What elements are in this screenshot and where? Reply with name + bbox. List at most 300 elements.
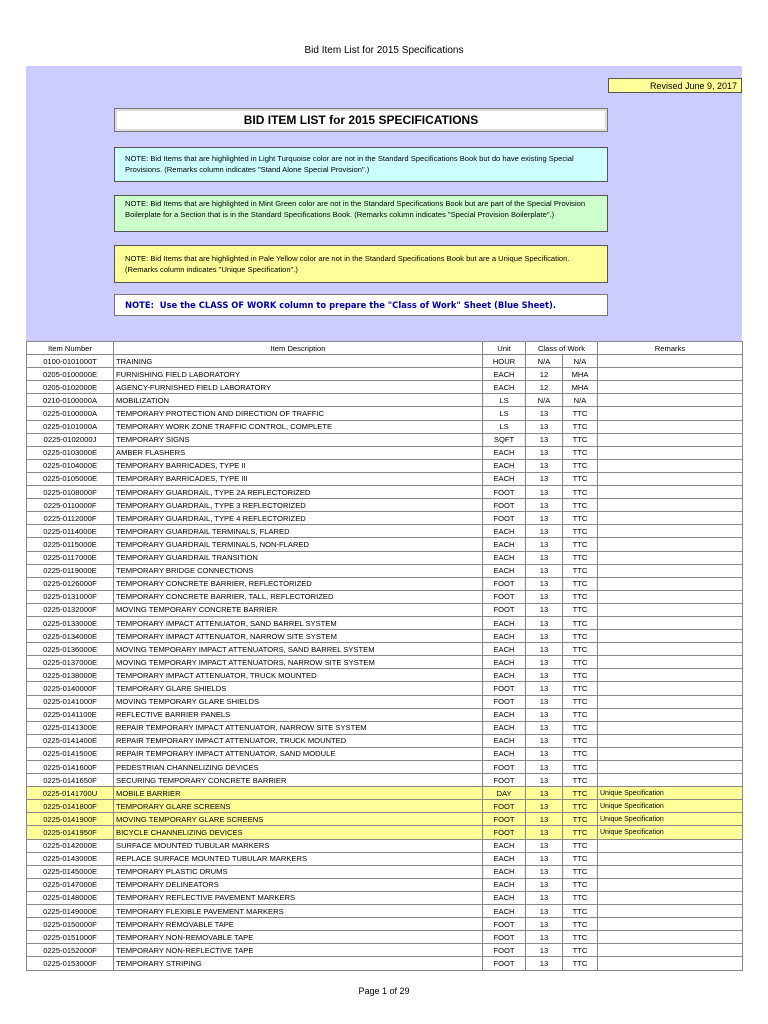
cell-item-description: TEMPORARY GUARDRAIL, TYPE 3 REFLECTORIZED <box>114 499 483 512</box>
page-header: Bid Item List for 2015 Specifications <box>304 45 464 56</box>
cell-unit: FOOT <box>483 499 526 512</box>
cell-class-code: 13 <box>526 774 563 787</box>
cell-class-code: 13 <box>526 459 563 472</box>
cell-item-number: 0225-0112000F <box>27 512 114 525</box>
cell-class-code: 13 <box>526 551 563 564</box>
table-row <box>27 486 743 499</box>
cell-item-number: 0225-0134000E <box>27 630 114 643</box>
header-remarks: Remarks <box>598 342 743 355</box>
cell-class-code: 13 <box>526 499 563 512</box>
cell-work-code: TTC <box>563 826 598 839</box>
cell-item-description: TEMPORARY PROTECTION AND DIRECTION OF TRAFFIC <box>114 407 483 420</box>
cell-unit: EACH <box>483 878 526 891</box>
cell-unit: EACH <box>483 905 526 918</box>
cell-work-code: TTC <box>563 643 598 656</box>
cell-item-number: 0225-0131000F <box>27 590 114 603</box>
cell-remarks <box>598 499 743 512</box>
cell-unit: EACH <box>483 839 526 852</box>
table-row <box>27 826 743 839</box>
table-row <box>27 630 743 643</box>
cell-class-code: 13 <box>526 852 563 865</box>
cell-remarks <box>598 656 743 669</box>
table-row <box>27 459 743 472</box>
page-number: Page 1 of 29 <box>358 986 410 996</box>
cell-remarks <box>598 525 743 538</box>
cell-item-description: TEMPORARY IMPACT ATTENUATOR, NARROW SITE SYSTEM <box>114 630 483 643</box>
header-item-description: Item Description <box>114 342 483 355</box>
cell-remarks <box>598 420 743 433</box>
cell-work-code: TTC <box>563 538 598 551</box>
table-row <box>27 682 743 695</box>
cell-class-code: 13 <box>526 656 563 669</box>
table-row <box>27 433 743 446</box>
cell-work-code: TTC <box>563 944 598 957</box>
cell-work-code: TTC <box>563 682 598 695</box>
cell-item-description: REPAIR TEMPORARY IMPACT ATTENUATOR, NARROW SITE SYSTEM <box>114 721 483 734</box>
cell-remarks <box>598 577 743 590</box>
cell-unit: EACH <box>483 643 526 656</box>
cell-remarks <box>598 734 743 747</box>
cell-item-description: TEMPORARY IMPACT ATTENUATOR, TRUCK MOUNTED <box>114 669 483 682</box>
cell-item-description: AMBER FLASHERS <box>114 446 483 459</box>
cell-class-code: 13 <box>526 878 563 891</box>
cell-work-code: TTC <box>563 734 598 747</box>
cell-item-number: 0225-0141500E <box>27 747 114 760</box>
cell-item-number: 0225-0117000E <box>27 551 114 564</box>
table-row <box>27 800 743 813</box>
table-row <box>27 905 743 918</box>
cell-item-description: TEMPORARY REFLECTIVE PAVEMENT MARKERS <box>114 891 483 904</box>
cell-unit: EACH <box>483 708 526 721</box>
cell-work-code: TTC <box>563 564 598 577</box>
cell-unit: FOOT <box>483 800 526 813</box>
cell-item-number: 0225-0136000E <box>27 643 114 656</box>
cell-remarks <box>598 721 743 734</box>
cell-work-code: TTC <box>563 433 598 446</box>
note-class-of-work <box>114 294 608 316</box>
table-row <box>27 957 743 970</box>
cell-class-code: 13 <box>526 905 563 918</box>
cell-class-code: 13 <box>526 512 563 525</box>
document-title: BID ITEM LIST for 2015 SPECIFICATIONS <box>114 108 608 132</box>
cell-unit: LS <box>483 394 526 407</box>
cell-work-code: TTC <box>563 407 598 420</box>
header-item-number: Item Number <box>27 342 114 355</box>
cell-work-code: TTC <box>563 616 598 629</box>
cell-item-description: TEMPORARY FLEXIBLE PAVEMENT MARKERS <box>114 905 483 918</box>
cell-item-number: 0225-0137000E <box>27 656 114 669</box>
table-row <box>27 944 743 957</box>
cell-class-code: 13 <box>526 800 563 813</box>
note-text: Use the CLASS OF WORK column to prepare the "Class of Work" Sheet (Blue Sheet). <box>159 300 556 310</box>
table-header-row <box>27 342 743 355</box>
cell-work-code: TTC <box>563 656 598 669</box>
cell-work-code: MHA <box>563 368 598 381</box>
cell-item-number: 0225-0100000A <box>27 407 114 420</box>
cell-item-number: 0225-0101000A <box>27 420 114 433</box>
cell-work-code: TTC <box>563 747 598 760</box>
cell-item-description: TEMPORARY STRIPING <box>114 957 483 970</box>
cell-item-number: 0225-0141950F <box>27 826 114 839</box>
cell-work-code: N/A <box>563 355 598 368</box>
cell-work-code: TTC <box>563 905 598 918</box>
cell-item-number: 0225-0149000E <box>27 905 114 918</box>
cell-class-code: 13 <box>526 721 563 734</box>
cell-item-number: 0225-0103000E <box>27 446 114 459</box>
cell-class-code: 13 <box>526 944 563 957</box>
cell-item-description: BICYCLE CHANNELIZING DEVICES <box>114 826 483 839</box>
cell-item-description: REFLECTIVE BARRIER PANELS <box>114 708 483 721</box>
cell-class-code: 13 <box>526 813 563 826</box>
cell-remarks <box>598 551 743 564</box>
cell-work-code: TTC <box>563 761 598 774</box>
table-row <box>27 931 743 944</box>
table-row <box>27 551 743 564</box>
cell-class-code: 13 <box>526 708 563 721</box>
cell-item-description: MOBILE BARRIER <box>114 787 483 800</box>
cell-unit: EACH <box>483 368 526 381</box>
cell-item-description: REPLACE SURFACE MOUNTED TUBULAR MARKERS <box>114 852 483 865</box>
table-row <box>27 525 743 538</box>
cell-work-code: TTC <box>563 957 598 970</box>
cell-work-code: TTC <box>563 420 598 433</box>
cell-item-description: REPAIR TEMPORARY IMPACT ATTENUATOR, SAND MODULE <box>114 747 483 760</box>
cell-class-code: 12 <box>526 368 563 381</box>
cell-item-number: 0225-0138000E <box>27 669 114 682</box>
cell-unit: EACH <box>483 525 526 538</box>
header-unit: Unit <box>483 342 526 355</box>
cell-item-description: PEDESTRIAN CHANNELIZING DEVICES <box>114 761 483 774</box>
cell-class-code: 13 <box>526 525 563 538</box>
cell-class-code: N/A <box>526 355 563 368</box>
table-row <box>27 368 743 381</box>
cell-class-code: 13 <box>526 616 563 629</box>
cell-item-description: TEMPORARY GUARDRAIL, TYPE 2A REFLECTORIZED <box>114 486 483 499</box>
cell-work-code: TTC <box>563 931 598 944</box>
cell-unit: FOOT <box>483 761 526 774</box>
cell-unit: FOOT <box>483 486 526 499</box>
cell-item-number: 0225-0145000E <box>27 865 114 878</box>
cell-remarks <box>598 603 743 616</box>
cell-remarks <box>598 682 743 695</box>
cell-remarks <box>598 538 743 551</box>
cell-unit: FOOT <box>483 512 526 525</box>
cell-item-number: 0225-0141300E <box>27 721 114 734</box>
cell-remarks: Unique Specification <box>598 826 743 839</box>
cell-remarks <box>598 708 743 721</box>
cell-item-number: 0225-0141000F <box>27 695 114 708</box>
table-row <box>27 407 743 420</box>
cell-remarks <box>598 747 743 760</box>
table-row <box>27 538 743 551</box>
cell-remarks <box>598 472 743 485</box>
cell-unit: EACH <box>483 669 526 682</box>
table-row <box>27 695 743 708</box>
cell-item-number: 0225-0147000E <box>27 878 114 891</box>
cell-item-description: TEMPORARY NON-REFLECTIVE TAPE <box>114 944 483 957</box>
table-row <box>27 472 743 485</box>
cell-item-number: 0225-0114000E <box>27 525 114 538</box>
cell-remarks <box>598 878 743 891</box>
cell-unit: DAY <box>483 787 526 800</box>
cell-remarks <box>598 695 743 708</box>
cell-remarks <box>598 630 743 643</box>
table-row <box>27 839 743 852</box>
cell-item-description: TEMPORARY BRIDGE CONNECTIONS <box>114 564 483 577</box>
cell-unit: FOOT <box>483 774 526 787</box>
table-row <box>27 708 743 721</box>
cell-work-code: TTC <box>563 787 598 800</box>
cell-class-code: 13 <box>526 486 563 499</box>
cell-class-code: 13 <box>526 839 563 852</box>
cell-unit: EACH <box>483 865 526 878</box>
cell-remarks <box>598 761 743 774</box>
cell-item-number: 0225-0143000E <box>27 852 114 865</box>
table-row <box>27 420 743 433</box>
cell-unit: FOOT <box>483 957 526 970</box>
table-row <box>27 891 743 904</box>
cell-item-number: 0225-0153000F <box>27 957 114 970</box>
cell-item-number: 0225-0141900F <box>27 813 114 826</box>
cell-remarks <box>598 905 743 918</box>
table-row <box>27 774 743 787</box>
cell-unit: EACH <box>483 564 526 577</box>
cell-unit: FOOT <box>483 931 526 944</box>
table-row <box>27 721 743 734</box>
cell-work-code: TTC <box>563 512 598 525</box>
cell-class-code: 12 <box>526 381 563 394</box>
cell-item-number: 0225-0104000E <box>27 459 114 472</box>
cell-work-code: TTC <box>563 774 598 787</box>
table-row <box>27 616 743 629</box>
cell-unit: LS <box>483 407 526 420</box>
cell-class-code: N/A <box>526 394 563 407</box>
cell-item-description: MOVING TEMPORARY IMPACT ATTENUATORS, NARROW SITE SYSTEM <box>114 656 483 669</box>
cell-unit: FOOT <box>483 603 526 616</box>
cell-class-code: 13 <box>526 564 563 577</box>
cell-work-code: TTC <box>563 669 598 682</box>
revised-date: Revised June 9, 2017 <box>608 78 742 93</box>
header-class-of-work: Class of Work <box>526 342 598 355</box>
table-row <box>27 669 743 682</box>
cell-work-code: TTC <box>563 577 598 590</box>
cell-remarks <box>598 512 743 525</box>
cell-remarks <box>598 564 743 577</box>
cell-work-code: TTC <box>563 708 598 721</box>
cell-work-code: TTC <box>563 525 598 538</box>
cell-unit: HOUR <box>483 355 526 368</box>
cell-item-description: FURNISHING FIELD LABORATORY <box>114 368 483 381</box>
cell-work-code: TTC <box>563 695 598 708</box>
cell-item-description: TEMPORARY GUARDRAIL TERMINALS, FLARED <box>114 525 483 538</box>
cell-unit: FOOT <box>483 695 526 708</box>
cell-item-number: 0225-0126000F <box>27 577 114 590</box>
table-row <box>27 852 743 865</box>
cell-class-code: 13 <box>526 590 563 603</box>
cell-class-code: 13 <box>526 682 563 695</box>
cell-item-number: 0225-0152000F <box>27 944 114 957</box>
cell-item-number: 0225-0141650F <box>27 774 114 787</box>
cell-unit: EACH <box>483 747 526 760</box>
cell-remarks <box>598 433 743 446</box>
cell-remarks <box>598 774 743 787</box>
cell-item-number: 0225-0141700U <box>27 787 114 800</box>
cell-remarks <box>598 891 743 904</box>
cell-work-code: TTC <box>563 891 598 904</box>
cell-work-code: TTC <box>563 852 598 865</box>
cell-item-number: 0225-0150000F <box>27 918 114 931</box>
cell-item-description: TEMPORARY NON-REMOVABLE TAPE <box>114 931 483 944</box>
cell-remarks <box>598 839 743 852</box>
cell-item-number: 0225-0110000F <box>27 499 114 512</box>
cell-unit: EACH <box>483 721 526 734</box>
cell-item-description: TEMPORARY BARRICADES, TYPE II <box>114 459 483 472</box>
cell-item-number: 0225-0119000E <box>27 564 114 577</box>
cell-remarks <box>598 381 743 394</box>
cell-work-code: TTC <box>563 865 598 878</box>
table-row <box>27 446 743 459</box>
cell-work-code: TTC <box>563 603 598 616</box>
table-row <box>27 787 743 800</box>
cell-class-code: 13 <box>526 931 563 944</box>
cell-item-number: 0205-0100000E <box>27 368 114 381</box>
cell-class-code: 13 <box>526 826 563 839</box>
cell-item-description: TEMPORARY SIGNS <box>114 433 483 446</box>
cell-item-number: 0225-0140000F <box>27 682 114 695</box>
cell-unit: FOOT <box>483 826 526 839</box>
cell-unit: LS <box>483 420 526 433</box>
cell-work-code: TTC <box>563 813 598 826</box>
table-row <box>27 656 743 669</box>
cell-work-code: TTC <box>563 472 598 485</box>
cell-item-description: TEMPORARY CONCRETE BARRIER, TALL, REFLECTORIZED <box>114 590 483 603</box>
cell-item-description: MOVING TEMPORARY GLARE SHIELDS <box>114 695 483 708</box>
cell-unit: EACH <box>483 459 526 472</box>
cell-unit: EACH <box>483 734 526 747</box>
note-mint-green: NOTE: Bid Items that are highlighted in Mint Green color are not in the Standard Specifications Book but are part of the Special Provision Boilerplate for a Section that is in the Standard Specifications Book. (Remarks column indicates "Special Provision Boilerplate".) <box>114 195 608 232</box>
cell-remarks <box>598 394 743 407</box>
table-row <box>27 564 743 577</box>
table-row <box>27 761 743 774</box>
table-row <box>27 813 743 826</box>
cell-class-code: 13 <box>526 577 563 590</box>
cell-work-code: TTC <box>563 446 598 459</box>
cell-item-number: 0225-0133000E <box>27 616 114 629</box>
cell-remarks <box>598 355 743 368</box>
cell-item-description: SURFACE MOUNTED TUBULAR MARKERS <box>114 839 483 852</box>
cell-unit: EACH <box>483 656 526 669</box>
cell-remarks <box>598 590 743 603</box>
note-label: NOTE: <box>125 300 154 310</box>
cell-remarks <box>598 957 743 970</box>
cell-item-description: TEMPORARY GLARE SHIELDS <box>114 682 483 695</box>
cell-class-code: 13 <box>526 538 563 551</box>
cell-item-description: MOVING TEMPORARY GLARE SCREENS <box>114 813 483 826</box>
cell-item-number: 0225-0141400E <box>27 734 114 747</box>
table-row <box>27 918 743 931</box>
cell-remarks <box>598 616 743 629</box>
cell-remarks: Unique Specification <box>598 787 743 800</box>
cell-remarks <box>598 918 743 931</box>
table-body <box>27 355 743 970</box>
cell-item-number: 0225-0141800F <box>27 800 114 813</box>
cell-item-number: 0225-0105000E <box>27 472 114 485</box>
cell-class-code: 13 <box>526 891 563 904</box>
note-pale-yellow: NOTE: Bid Items that are highlighted in Pale Yellow color are not in the Standard Specifications Book but are a Unique Specification. (Remarks column indicates "Unique Specification".) <box>114 245 608 283</box>
cell-unit: FOOT <box>483 944 526 957</box>
table-row <box>27 747 743 760</box>
cell-item-description: TEMPORARY GLARE SCREENS <box>114 800 483 813</box>
cell-unit: EACH <box>483 538 526 551</box>
cell-class-code: 13 <box>526 643 563 656</box>
cell-unit: FOOT <box>483 682 526 695</box>
table-row <box>27 865 743 878</box>
cell-class-code: 13 <box>526 446 563 459</box>
cell-item-description: SECURING TEMPORARY CONCRETE BARRIER <box>114 774 483 787</box>
cell-item-description: AGENCY-FURNISHED FIELD LABORATORY <box>114 381 483 394</box>
cell-work-code: TTC <box>563 499 598 512</box>
cell-item-number: 0225-0141600F <box>27 761 114 774</box>
cell-item-number: 0225-0102000J <box>27 433 114 446</box>
cell-item-description: MOVING TEMPORARY CONCRETE BARRIER <box>114 603 483 616</box>
cell-class-code: 13 <box>526 433 563 446</box>
table-row <box>27 381 743 394</box>
cell-remarks <box>598 459 743 472</box>
cell-unit: EACH <box>483 852 526 865</box>
cell-item-number: 0210-0100000A <box>27 394 114 407</box>
cell-remarks: Unique Specification <box>598 813 743 826</box>
cell-item-description: REPAIR TEMPORARY IMPACT ATTENUATOR, TRUCK MOUNTED <box>114 734 483 747</box>
cell-item-description: MOVING TEMPORARY IMPACT ATTENUATORS, SAND BARREL SYSTEM <box>114 643 483 656</box>
cell-remarks <box>598 486 743 499</box>
cell-work-code: TTC <box>563 839 598 852</box>
cell-unit: FOOT <box>483 918 526 931</box>
cell-work-code: TTC <box>563 590 598 603</box>
cell-class-code: 13 <box>526 734 563 747</box>
cell-remarks <box>598 931 743 944</box>
cell-item-description: TRAINING <box>114 355 483 368</box>
cell-remarks: Unique Specification <box>598 800 743 813</box>
bid-item-table <box>26 341 743 971</box>
cell-item-description: TEMPORARY GUARDRAIL TRANSITION <box>114 551 483 564</box>
cell-class-code: 13 <box>526 787 563 800</box>
cell-item-description: MOBILIZATION <box>114 394 483 407</box>
cell-item-number: 0100-0101000T <box>27 355 114 368</box>
cell-item-number: 0225-0151000F <box>27 931 114 944</box>
cell-remarks <box>598 944 743 957</box>
cell-class-code: 13 <box>526 865 563 878</box>
table-row <box>27 512 743 525</box>
cell-remarks <box>598 643 743 656</box>
cell-class-code: 13 <box>526 918 563 931</box>
table-row <box>27 577 743 590</box>
cell-work-code: TTC <box>563 551 598 564</box>
cell-item-description: TEMPORARY GUARDRAIL, TYPE 4 REFLECTORIZED <box>114 512 483 525</box>
cell-work-code: N/A <box>563 394 598 407</box>
cell-work-code: TTC <box>563 486 598 499</box>
table-row <box>27 734 743 747</box>
cell-remarks <box>598 669 743 682</box>
cell-remarks <box>598 446 743 459</box>
cell-item-number: 0225-0108000F <box>27 486 114 499</box>
cell-unit: FOOT <box>483 813 526 826</box>
cell-class-code: 13 <box>526 669 563 682</box>
cell-item-number: 0225-0142000E <box>27 839 114 852</box>
cell-work-code: TTC <box>563 721 598 734</box>
cell-unit: EACH <box>483 472 526 485</box>
cell-work-code: TTC <box>563 878 598 891</box>
table-row <box>27 603 743 616</box>
